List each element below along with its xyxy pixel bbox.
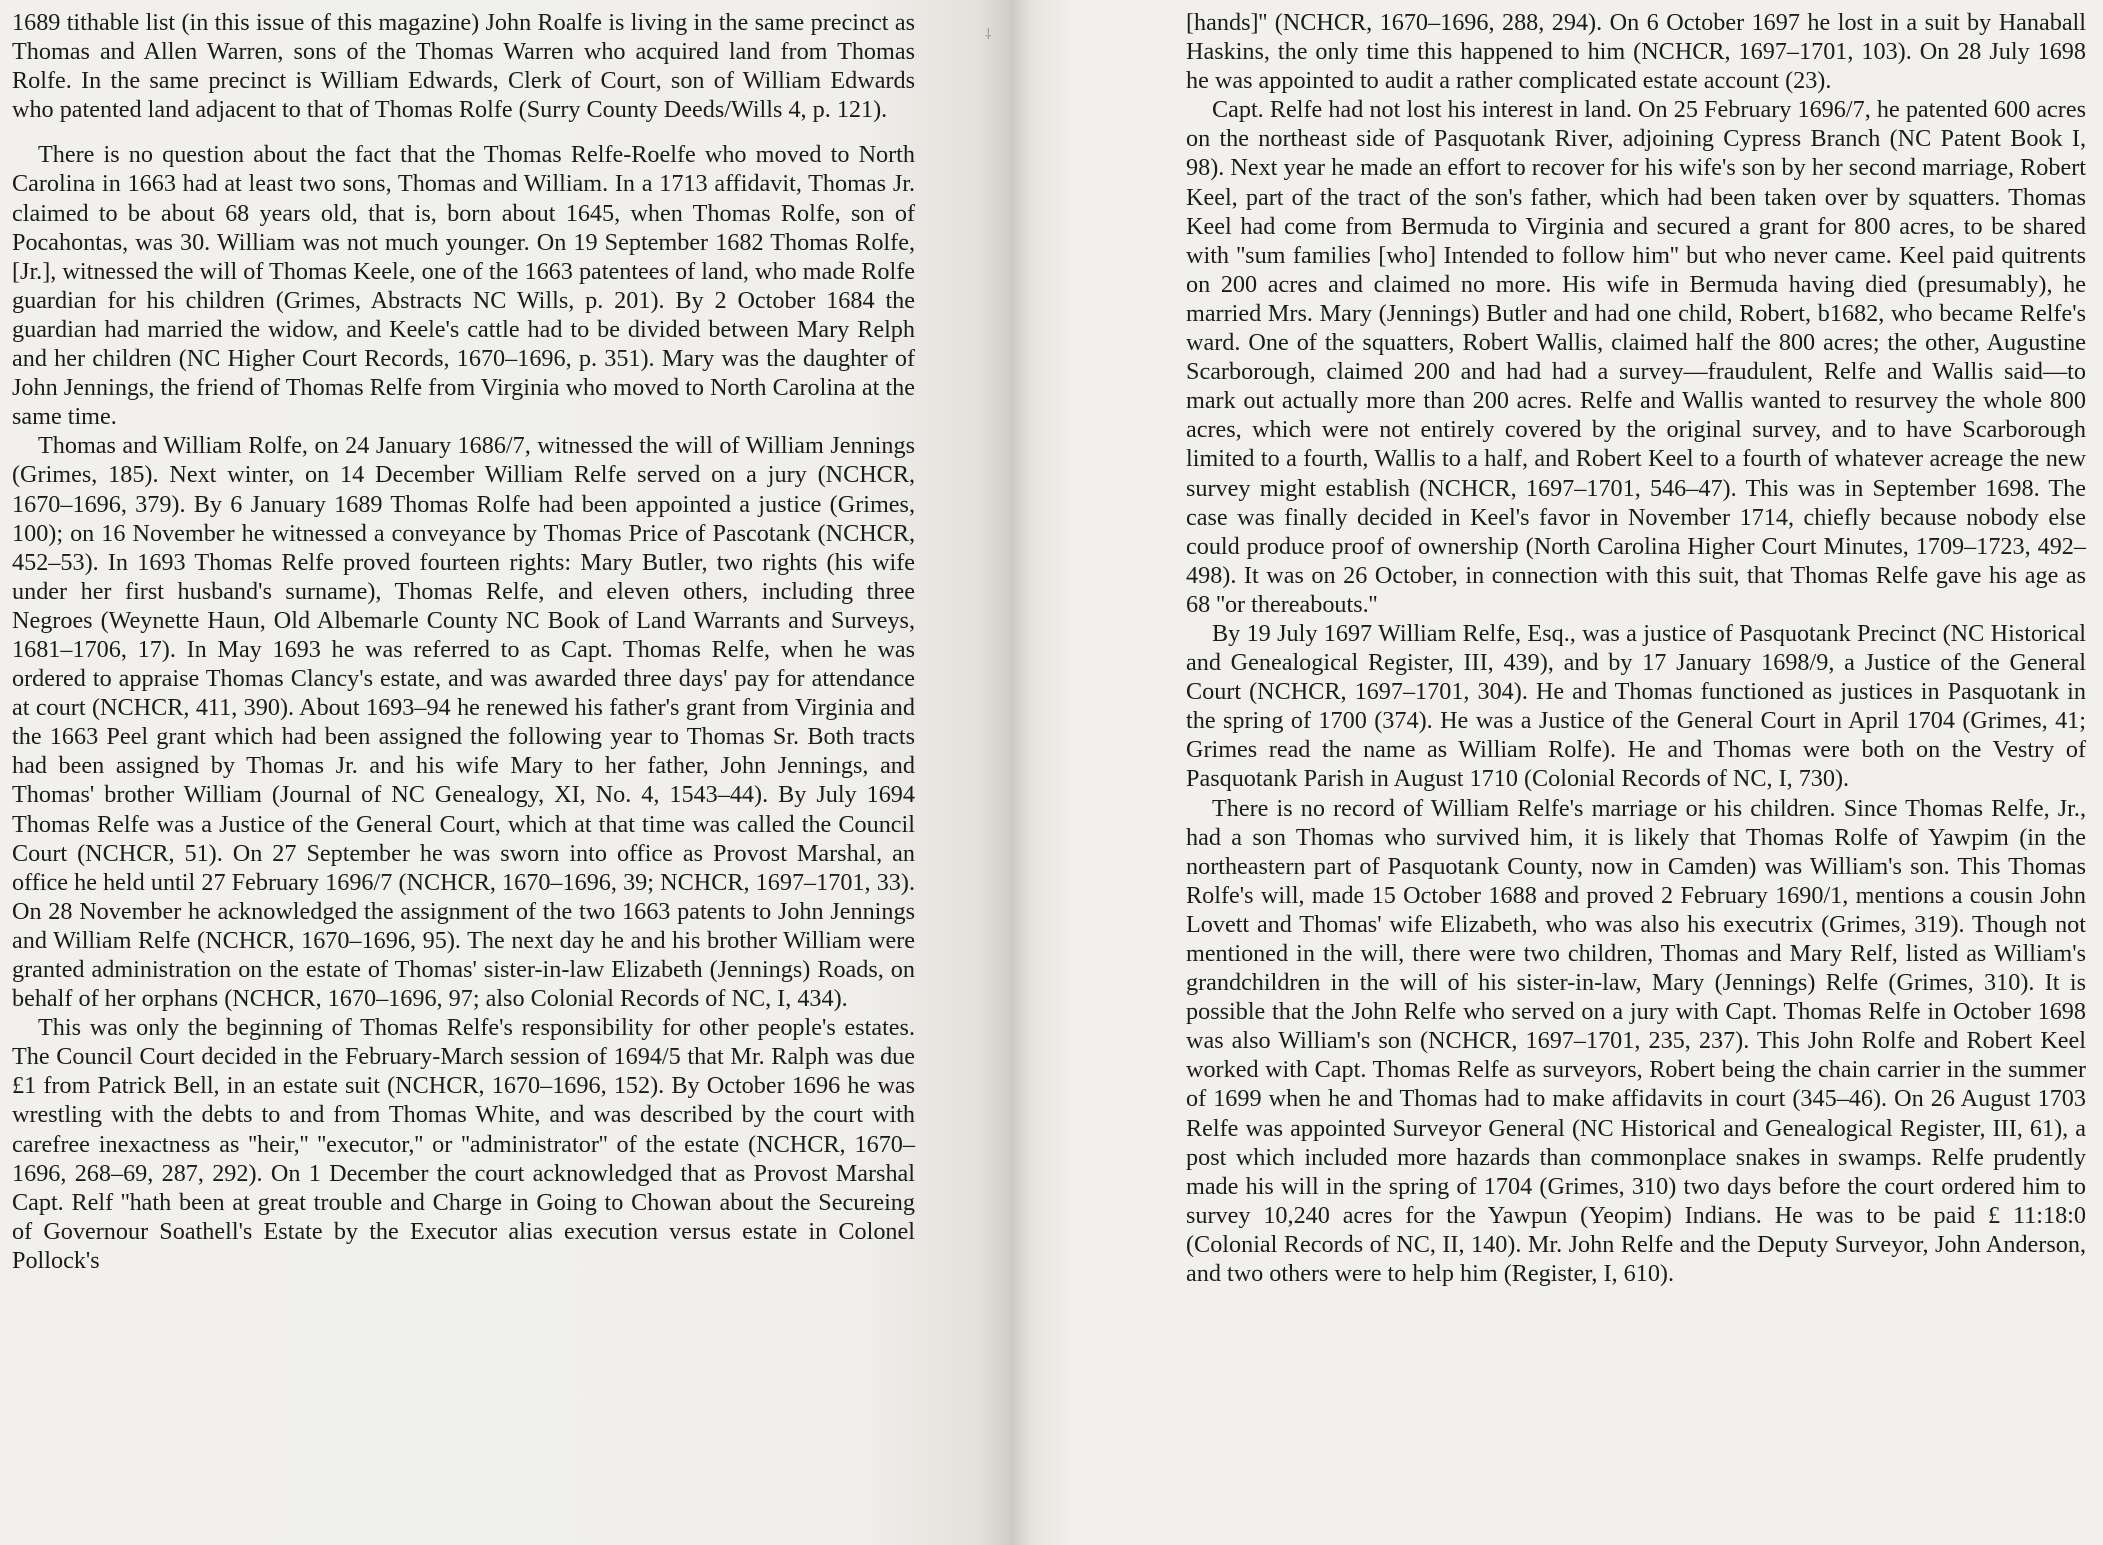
paragraph: There is no record of William Relfe's marriage or his children. Since Thomas Relfe, Jr., had a son Thomas who survived him, it is likely that Thomas Rolfe of Yawpim (in the northeastern part of Pasquotank County, now in Camden) was William's son. This Thomas Rolfe's will, made 15 October 1688 and proved 2 February 1690/1, mentions a cousin John Lovett and Thomas' wife Elizabeth, who was also his executrix (Grimes, 319). Though not mentioned in the will, there were two children, Thomas and Mary Relf, listed as William's grandchildren in the will of his sister-in-law, Mary (Jennings) Relfe (Grimes, 310). It is possible that the John Relfe who served on a jury with Capt. Thomas Relfe in October 1698 was also William's son (NCHCR, 1697–1701, 235, 237). This John Rolfe and Robert Keel worked with Capt. Thomas Relfe as surveyors, Robert being the chain carrier in the summer of 1699 when he and Thomas had to make affidavits in court (345–46). On 26 August 1703 Relfe was appointed Surveyor General (NC Historical and Genealogical Register, III, 61), a post which included more hazards than commonplace snakes in swamps. Relfe prudently made his will in the spring of 1704 (Grimes, 310) two days before the court ordered him to survey 10,240 acres for the Yawpun (Yeopim) Indians. He was to be paid £ 11:18:0 (Colonial Records of NC, II, 140). Mr. John Relfe and the Deputy Surveyor, John Anderson, and two others were to help him (Register, I, 610). xyxy=(1186,794,2086,1288)
right-page xyxy=(1010,0,2103,1545)
paragraph: Capt. Relfe had not lost his interest in land. On 25 February 1696/7, he patented 600 acres on the northeast side of Pasquotank River, adjoining Cypress Branch (NC Patent Book I, 98). Next year he made an effort to recover for his wife's son by her second marriage, Robert Keel, part of the tract of the son's father, which had been taken over by squatters. Thomas Keel had come from Bermuda to Virginia and secured a grant for 800 acres, to be shared with ''sum families [who] Intended to follow him'' but who never came. Keel paid quitrents on 200 acres and claimed no more. His wife in Bermuda having died (presumably), he married Mrs. Mary (Jennings) Butler and had one child, Robert, b1682, who became Relfe's ward. One of the squatters, Robert Wallis, claimed half the 800 acres; the other, Augustine Scarborough, claimed 200 and had had a survey—fraudulent, Relfe and Wallis said—to mark out actually more than 200 acres. Relfe and Wallis wanted to resurvey the whole 800 acres, which were not entirely covered by the original survey, and to have Scarborough limited to a fourth, Wallis to a half, and Robert Keel to a fourth of whatever acreage the new survey might establish (NCHCR, 1697–1701, 546–47). This was in September 1698. The case was finally decided in Keel's favor in November 1714, chiefly because nobody else could produce proof of ownership (North Carolina Higher Court Minutes, 1709–1723, 492–498). It was on 26 October, in connection with this suit, that Thomas Relfe gave his age as 68 ''or thereabouts.'' xyxy=(1186,96,2086,618)
right-text-column xyxy=(1186,8,2086,1288)
left-text-column xyxy=(12,8,915,1275)
paragraph: [hands]'' (NCHCR, 1670–1696, 288, 294). On 6 October 1697 he lost in a suit by Hanaball Haskins, the only time this happened to him (NCHCR, 1697–1701, 103). On 28 July 1698 he was appointed to audit a rather complicated estate account (23). xyxy=(1186,9,2086,95)
paragraph: Thomas and William Rolfe, on 24 January 1686/7, witnessed the will of William Jennings (Grimes, 185). Next winter, on 14 December William Relfe served on a jury (NCHCR, 1670–1696, 379). By 6 January 1689 Thomas Rolfe had been appointed a justice (Grimes, 100); on 16 November he witnessed a conveyance by Thomas Price of Pascotank (NCHCR, 452–53). In 1693 Thomas Relfe proved fourteen rights: Mary Butler, two rights (his wife under her first husband's surname), Thomas Relfe, and eleven others, including three Negroes (Weynette Haun, Old Albemarle County NC Book of Land Warrants and Surveys, 1681–1706, 17). In May 1693 he was referred to as Capt. Thomas Relfe, when he was ordered to appraise Thomas Clancy's estate, and was awarded three days' pay for attendance at court (NCHCR, 411, 390). About 1693–94 he renewed his father's grant from Virginia and the 1663 Peel grant which had been assigned the following year to Thomas Sr. Both tracts had been assigned by Thomas Jr. and his wife Mary to her father, John Jennings, and Thomas' brother William (Journal of NC Genealogy, XI, No. 4, 1543–44). By July 1694 Thomas Relfe was a Justice of the General Court, which at that time was called the Council Court (NCHCR, 51). On 27 September he was sworn into office as Provost Marshal, an office he held until 27 February 1696/7 (NCHCR, 1670–1696, 39; NCHCR, 1697–1701, 33). On 28 November he acknowledged the assignment of the two 1663 patents to John Jennings and William Relfe (NCHCR, 1670–1696, 95). The next day he and his brother William were granted administration on the estate of Thomas' sister-in-law Elizabeth (Jennings) Roads, on behalf of her orphans (NCHCR, 1670–1696, 97; also Colonial Records of NC, I, 434). xyxy=(12,432,915,1013)
left-page xyxy=(0,0,1010,1545)
paragraph: There is no question about the fact that the Thomas Relfe-Roelfe who moved to North Carolina in 1663 had at least two sons, Thomas and William. In a 1713 affidavit, Thomas Jr. claimed to be about 68 years old, that is, born about 1645, when Thomas Rolfe, son of Pocahontas, was 30. William was not much younger. On 19 September 1682 Thomas Rolfe, [Jr.], witnessed the will of Thomas Keele, one of the 1663 patentees of land, who made Rolfe guardian for his children (Grimes, Abstracts NC Wills, p. 201). By 2 October 1684 the guardian had married the widow, and Keele's cattle had to be divided between Mary Relph and her children (NC Higher Court Records, 1670–1696, p. 351). Mary was the daughter of John Jennings, the friend of Thomas Relfe from Virginia who moved to North Carolina at the same time. xyxy=(12,141,915,431)
gutter-smudge-mark: ⸸ xyxy=(985,27,992,43)
paragraph: This was only the beginning of Thomas Relfe's responsibility for other people's estates. The Council Court decided in the February-March session of 1694/5 that Mr. Ralph was due £1 from Patrick Bell, in an estate suit (NCHCR, 1670–1696, 152). By October 1696 he was wrestling with the debts to and from Thomas White, and was described by the court with carefree inexactness as ''heir,'' ''executor,'' or ''administrator'' of the estate (NCHCR, 1670–1696, 268–69, 287, 292). On 1 December the court acknowledged that as Provost Marshal Capt. Relf ''hath been at great trouble and Charge in Going to Chowan about the Secureing of Governour Soathell's Estate by the Executor alias execution versus estate in Colonel Pollock's xyxy=(12,1014,915,1274)
paragraph: 1689 tithable list (in this issue of this magazine) John Roalfe is living in the same precinct as Thomas and Allen Warren, sons of the Thomas Warren who acquired land from Thomas Rolfe. In the same precinct is William Edwards, Clerk of Court, son of William Edwards who patented land adjacent to that of Thomas Rolfe (Surry County Deeds/Wills 4, p. 121). xyxy=(12,9,915,124)
paragraph: By 19 July 1697 William Relfe, Esq., was a justice of Pasquotank Precinct (NC Historical and Genealogical Register, III, 439), and by 17 January 1698/9, a Justice of the General Court (NCHCR, 1697–1701, 304). He and Thomas functioned as justices in Pasquotank in the spring of 1700 (374). He was a Justice of the General Court in April 1704 (Grimes, 41; Grimes read the name as William Rolfe). He and Thomas were both on the Vestry of Pasquotank Parish in August 1710 (Colonial Records of NC, I, 730). xyxy=(1186,619,2086,793)
